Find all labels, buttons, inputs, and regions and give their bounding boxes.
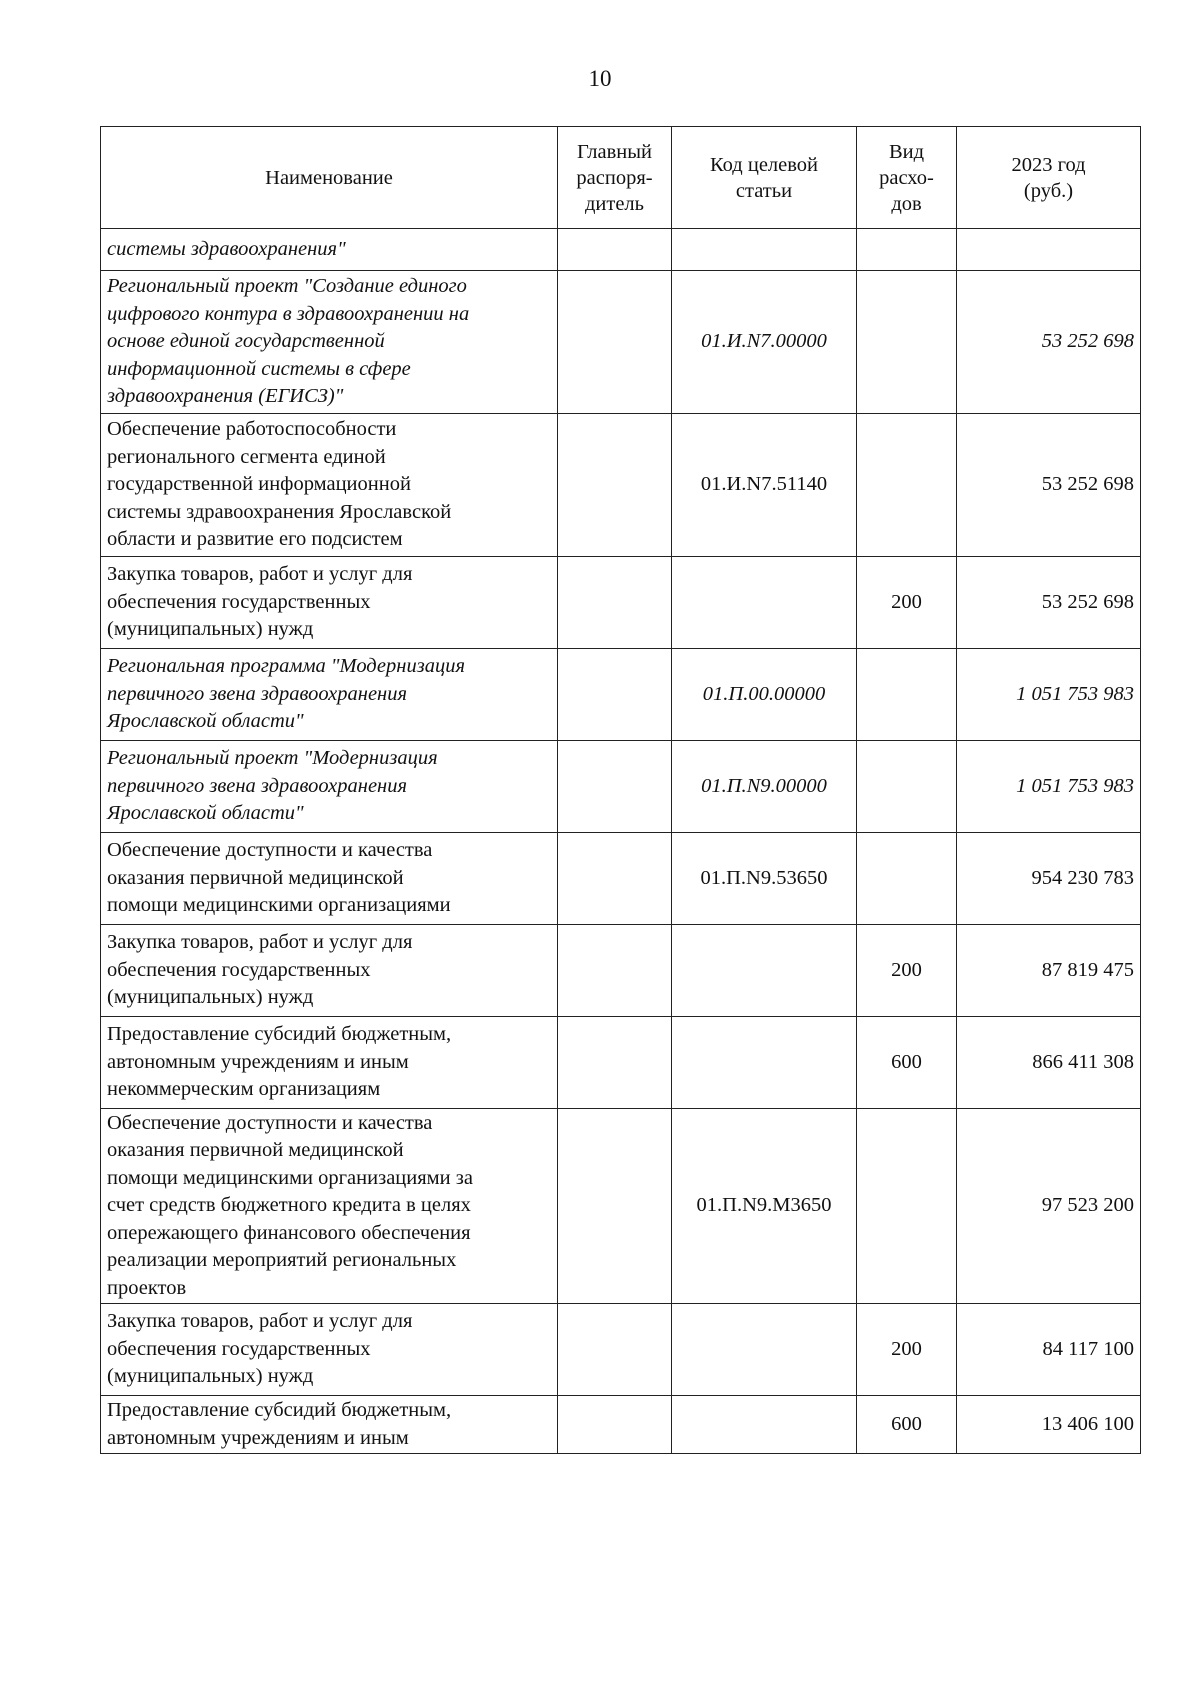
table-row <box>101 1017 1141 1109</box>
cell-amount: 866 411 308 <box>957 1017 1141 1109</box>
cell-amount: 1 051 753 983 <box>957 649 1141 741</box>
table-header-row <box>101 127 1141 229</box>
table-row <box>101 1396 1141 1454</box>
cell-code <box>672 925 857 1017</box>
cell-manager <box>558 925 672 1017</box>
cell-code <box>672 1396 857 1454</box>
cell-manager <box>558 1109 672 1304</box>
cell-amount: 97 523 200 <box>957 1109 1141 1304</box>
cell-name: Закупка товаров, работ и услуг для обеспечения государственных (муниципальных) нужд <box>101 1304 558 1396</box>
cell-amount: 53 252 698 <box>957 271 1141 414</box>
cell-amount: 53 252 698 <box>957 414 1141 557</box>
table-row <box>101 229 1141 271</box>
cell-type: 200 <box>857 557 957 649</box>
cell-amount: 1 051 753 983 <box>957 741 1141 833</box>
cell-manager <box>558 229 672 271</box>
cell-type: 200 <box>857 1304 957 1396</box>
cell-name: Предоставление субсидий бюджетным, автономным учреждениям и иным <box>101 1396 558 1454</box>
cell-type: 600 <box>857 1396 957 1454</box>
cell-manager <box>558 649 672 741</box>
cell-amount: 954 230 783 <box>957 833 1141 925</box>
cell-manager <box>558 271 672 414</box>
cell-code: 01.П.N9.М3650 <box>672 1109 857 1304</box>
table-row <box>101 649 1141 741</box>
cell-type: 600 <box>857 1017 957 1109</box>
cell-type <box>857 271 957 414</box>
cell-manager <box>558 833 672 925</box>
header-manager: Главный распоря- дитель <box>558 127 672 229</box>
cell-code: 01.П.N9.53650 <box>672 833 857 925</box>
cell-manager <box>558 414 672 557</box>
header-code: Код целевой статьи <box>672 127 857 229</box>
cell-amount: 13 406 100 <box>957 1396 1141 1454</box>
cell-name: Региональный проект "Модернизация первичного звена здравоохранения Ярославской области" <box>101 741 558 833</box>
cell-manager <box>558 741 672 833</box>
cell-code: 01.И.N7.00000 <box>672 271 857 414</box>
page-number: 10 <box>588 66 612 91</box>
table-row <box>101 557 1141 649</box>
table-body <box>101 229 1141 1454</box>
table-row <box>101 925 1141 1017</box>
cell-manager <box>558 1017 672 1109</box>
cell-type <box>857 414 957 557</box>
cell-manager <box>558 1304 672 1396</box>
table-row <box>101 833 1141 925</box>
cell-code <box>672 1017 857 1109</box>
cell-code <box>672 557 857 649</box>
table-row <box>101 741 1141 833</box>
header-type: Вид расхо- дов <box>857 127 957 229</box>
budget-table <box>100 126 1141 1454</box>
cell-type <box>857 649 957 741</box>
cell-amount: 87 819 475 <box>957 925 1141 1017</box>
cell-name: Закупка товаров, работ и услуг для обеспечения государственных (муниципальных) нужд <box>101 925 558 1017</box>
cell-name: Предоставление субсидий бюджетным, автономным учреждениям и иным некоммерческим организациям <box>101 1017 558 1109</box>
cell-amount: 53 252 698 <box>957 557 1141 649</box>
cell-name: Обеспечение доступности и качества оказания первичной медицинской помощи медицинскими организациями <box>101 833 558 925</box>
table-row <box>101 414 1141 557</box>
cell-amount <box>957 229 1141 271</box>
cell-name: Региональный проект "Создание единого цифрового контура в здравоохранении на основе единой государственной информационной системы в сфере здравоохранения (ЕГИСЗ)" <box>101 271 558 414</box>
cell-code <box>672 1304 857 1396</box>
cell-type <box>857 741 957 833</box>
header-amount: 2023 год (руб.) <box>957 127 1141 229</box>
table-row <box>101 1109 1141 1304</box>
cell-code: 01.И.N7.51140 <box>672 414 857 557</box>
cell-name: системы здравоохранения" <box>101 229 558 271</box>
cell-name: Региональная программа "Модернизация первичного звена здравоохранения Ярославской области" <box>101 649 558 741</box>
cell-type <box>857 833 957 925</box>
cell-type <box>857 229 957 271</box>
cell-name: Обеспечение доступности и качества оказания первичной медицинской помощи медицинскими организациями за счет средств бюджетного кредита в целях опережающего финансового обеспечения реализации мероприятий региональных проектов <box>101 1109 558 1304</box>
cell-amount: 84 117 100 <box>957 1304 1141 1396</box>
cell-name: Закупка товаров, работ и услуг для обеспечения государственных (муниципальных) нужд <box>101 557 558 649</box>
cell-type: 200 <box>857 925 957 1017</box>
cell-type <box>857 1109 957 1304</box>
cell-manager <box>558 557 672 649</box>
cell-code: 01.П.00.00000 <box>672 649 857 741</box>
table-row <box>101 271 1141 414</box>
cell-code <box>672 229 857 271</box>
table-row <box>101 1304 1141 1396</box>
cell-code: 01.П.N9.00000 <box>672 741 857 833</box>
header-name: Наименование <box>101 127 558 229</box>
cell-manager <box>558 1396 672 1454</box>
cell-name: Обеспечение работоспособности регионального сегмента единой государственной информационной системы здравоохранения Ярославской области и развитие его подсистем <box>101 414 558 557</box>
